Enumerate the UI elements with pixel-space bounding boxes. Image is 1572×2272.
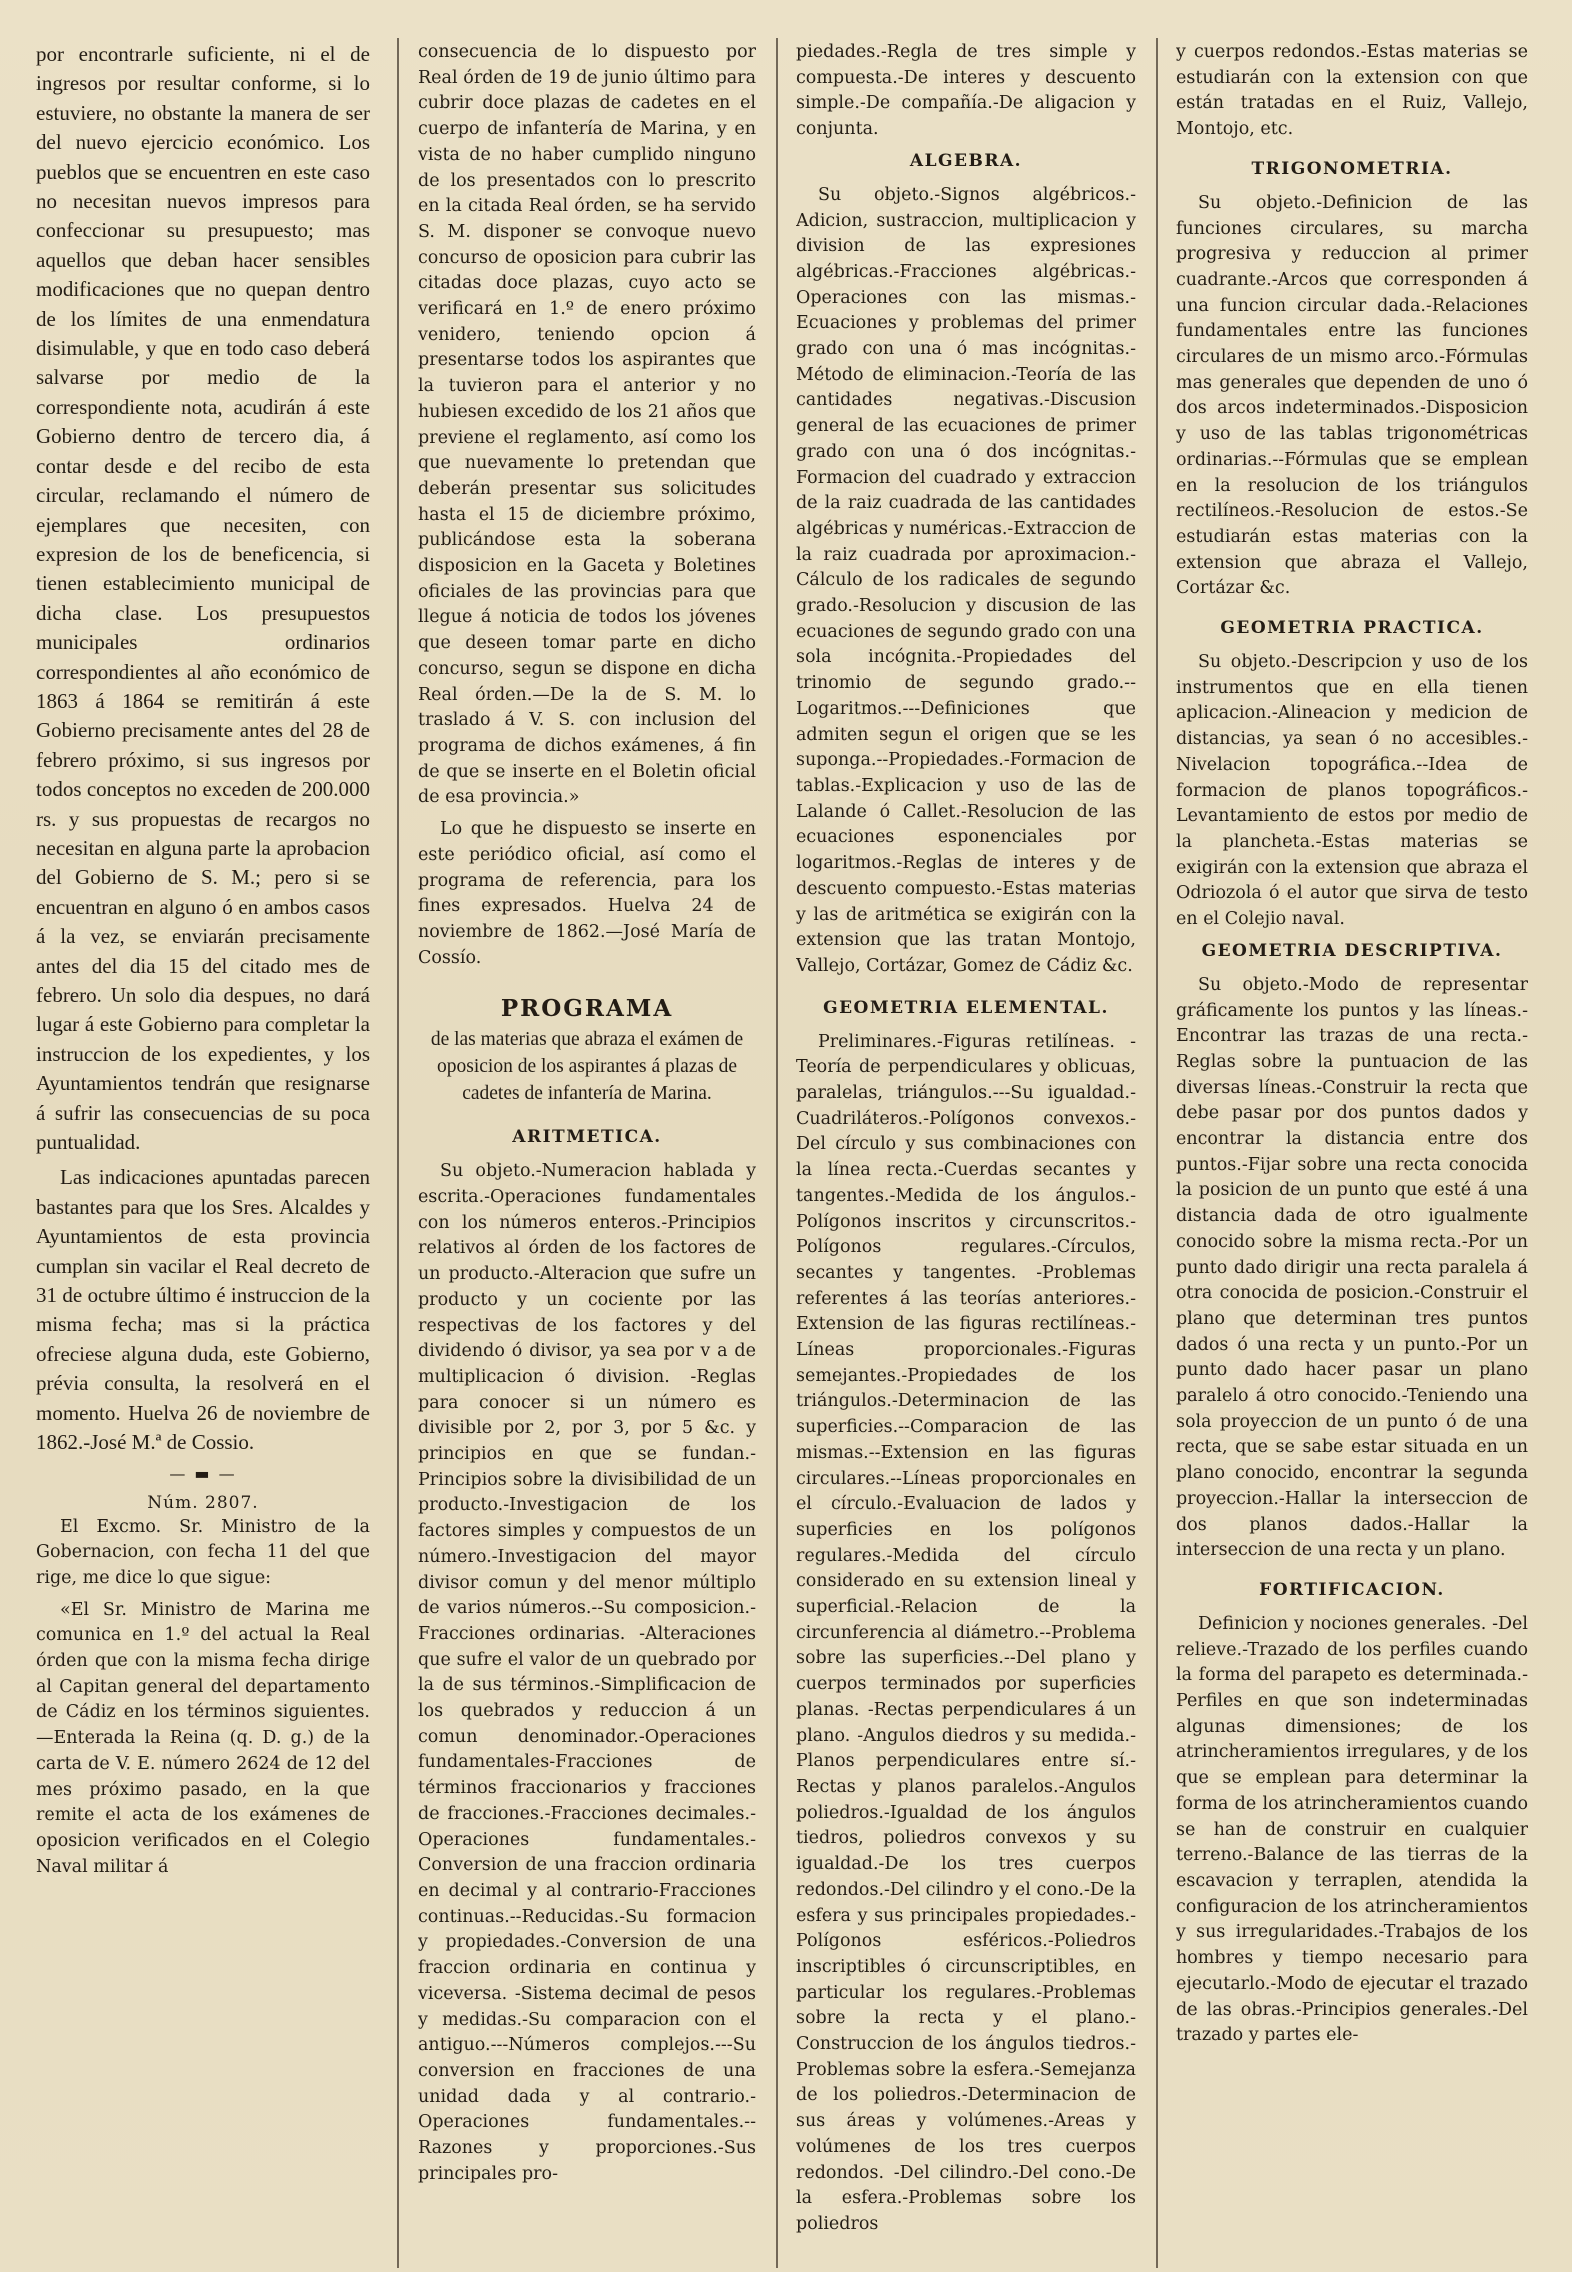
geometria-elemental-heading: GEOMETRIA ELEMENTAL. xyxy=(823,997,1109,1018)
fortificacion-text: Definicion y nociones generales. -Del relieve.-Trazado de los perfiles cuando la forma del parapeto es determinada.-Perfiles en que son indeterminadas algunas dimensiones; de los atrincheramientos irregulares, y de los que se emplean para determinar la forma de los atrincheramientos cuando se han de construir en cualquier terreno.-Balance de las tierras de la escavacion y terraplen, atendida la configuracion de los atrincheramientos y sus irregularidades.-Trabajos de los hombres y tiempo necesario para ejecutarlo.-Modo de ejecutar el trazado de las obras.-Principios generales.-Del trazado y partes ele- xyxy=(1176,1613,1528,2046)
column-2 xyxy=(418,40,756,2265)
geometria-practica-heading: GEOMETRIA PRACTICA. xyxy=(1220,618,1484,639)
column-rule xyxy=(397,38,399,2268)
geometria-practica-text: Su objeto.-Descripcion y uso de los instrumentos que en ella tienen aplicacion.-Alineacion y medicion de distancias, ya sean ó no accesibles.-Nivelacion topográfica.--Idea de formacion de planos topográficos.-Levantamiento de estos por medio de la plancheta.-Estas materias se exigirán con la extension que abraza el Odriozola ó el autor que sirva de testo en el Colejio naval. xyxy=(1176,652,1528,930)
circular-paragraph-2: Las indicaciones apuntadas parecen bastantes para que los Sres. Alcaldes y Ayuntamientos de esta provincia cumplan sin vacilar el Real decreto de 31 de octubre último é instruccion de la misma fecha; mas si la práctica ofreciese alguna duda, este Gobierno, prévia consulta, la resolverá en el momento. Huelva 26 de noviembre de 1862.-José M.ª de Cossio. xyxy=(36,1165,370,1455)
aritmetica-heading: ARITMETICA. xyxy=(512,1127,662,1148)
order-quote-continuation: consecuencia de lo dispuesto por Real órden de 19 de junio último para cubrir doce plazas de cadetes en el cuerpo de infantería de Marina, y en vista de no haber cumplido ninguno de los presentados con lo prescrito en la citada Real órden, se ha servido S. M. disponer se convoque nuevo concurso de oposicion para cubrir las citadas doce plazas, cuyo acto se verificará en 1.º de enero próximo venidero, teniendo opcion á presentarse todos los aspirantes que la tuvieron para el anterior y no hubiesen excedido de los 21 años que previene el reglamento, así como los que nuevamente lo pretendan que deberán presentar sus solicitudes hasta el 15 de diciembre próximo, publicándose esta la soberana disposicion en la Gaceta y Boletines oficiales de las provincias para que llegue á noticia de todos los jóvenes que deseen tomar parte en dicho concurso, segun se dispone en dicha Real órden.—De la de S. M. lo traslado á V. S. con inclusion del programa de dichos exámenes, á fin de que se inserte en el Boletin oficial de esa provincia.» xyxy=(418,42,756,808)
governor-note-paragraph: Lo que he dispuesto se inserte en este periódico oficial, así como el programa de referencia, para los fines expresados. Huelva 24 de noviembre de 1862.—José María de Cossío. xyxy=(418,819,756,968)
programa-subtitle: de las materias que abraza el exámen de oposicion de los aspirantes á plazas de cadetes de infantería de Marina. xyxy=(430,1029,744,1105)
trigonometria-heading: TRIGONOMETRIA. xyxy=(1251,158,1453,179)
geometria-descriptiva-heading: GEOMETRIA DESCRIPTIVA. xyxy=(1201,940,1503,961)
fortificacion-heading: FORTIFICACION. xyxy=(1259,1579,1445,1600)
column-rule xyxy=(776,38,778,2268)
algebra-heading: ALGEBRA. xyxy=(909,150,1023,171)
column-3 xyxy=(796,40,1136,2265)
aritmetica-continuation: piedades.-Regla de tres simple y compuesta.-De interes y descuento simple.-De compañía.-De aligacion y conjunta. xyxy=(796,42,1136,140)
programa-title: PROGRAMA xyxy=(500,995,674,1023)
column-1 xyxy=(36,40,370,2265)
document-number: Núm. 2807. xyxy=(147,1492,259,1513)
geometria-elemental-continuation: y cuerpos redondos.-Estas materias se estudiarán con la extension con que están tratadas en el Ruiz, Vallejo, Montojo, etc. xyxy=(1176,42,1528,140)
order-intro-paragraph: El Excmo. Sr. Ministro de la Gobernacion, con fecha 11 del que rige, me dice lo que sigue: xyxy=(36,1516,370,1588)
geometria-elemental-text: Preliminares.-Figuras retilíneas. -Teoría de perpendiculares y oblicuas, paralelas, triángulos.---Su igualdad.-Cuadriláteros.-Polígonos convexos.-Del círculo y sus combinaciones con la línea recta.-Cuerdas secantes y tangentes.-Medida de los ángulos.-Polígonos inscritos y circunscritos.-Polígonos regulares.-Círculos, secantes y tangentes. -Problemas referentes á las teorías anteriores.-Extension de las figuras rectilíneas.-Líneas proporcionales.-Figuras semejantes.-Propiedades de los triángulos.-Determinacion de las superficies.--Comparacion de las mismas.--Extension en las figuras circulares.--Líneas proporcionales en el círculo.-Evaluacion de lados y superficies en los polígonos regulares.-Medida del círculo considerado en su extension lineal y superficial.-Relacion de la circunferencia al diámetro.--Problema sobre las superficies.--Del plano y cuerpos terminados por superficies planas. -Rectas perpendiculares á un plano. -Angulos diedros y su medida.-Planos perpendiculares entre sí.-Rectas y planos paralelos.-Angulos poliedros.-Igualdad de los ángulos tiedros, poliedros convexos y su igualdad.-De los tres cuerpos redondos.-Del cilindro y el cono.-De la esfera y sus principales propiedades.-Polígonos esféricos.-Poliedros inscriptibles ó circunscriptibles, en particular los regulares.-Problemas sobre la recta y el plano.-Construccion de los ángulos tiedros.-Problemas sobre la esfera.-Semejanza de los poliedros.-Determinacion de sus áreas y volúmenes.-Areas y volúmenes de los tres cuerpos redondos. -Del cilindro.-Del cono.-De la esfera.-Problemas sobre los poliedros xyxy=(796,1031,1136,2234)
aritmetica-text: Su objeto.-Numeracion hablada y escrita.-Operaciones fundamentales con los números enteros.-Principios relativos al órden de los factores de un producto.-Alteracion que sufre un producto y un cociente por las respectivas de los factores y del dividendo ó divisor, ya sea por v a de multiplicacion ó division. -Reglas para conocer si un número es divisible por 2, por 3, por 5 &c. y principios en que se fundan.-Principios sobre la divisibilidad de un producto.-Investigacion de los factores simples y compuestos de un número.-Investigacion del mayor divisor comun y del menor múltiplo de varios números.--Su composicion.-Fracciones ordinarias. -Alteraciones que sufre el valor de un quebrado por la de sus términos.-Simplificacion de los quebrados y reduccion á un comun denominador.-Operaciones fundamentales-Fracciones de términos fraccionarios y fracciones de fracciones.-Fracciones decimales.-Operaciones fundamentales.-Conversion de una fraccion ordinaria en decimal y al contrario-Fracciones continuas.--Reducidas.-Su formacion y propiedades.-Conversion de una fraccion ordinaria en continua y viceversa. -Sistema decimal de pesos y medidas.-Su comparacion con el antiguo.---Números complejos.---Su conversion en fracciones de una unidad dada y al contrario.-Operaciones fundamentales.--Razones y proporciones.-Sus principales pro- xyxy=(418,1161,756,2184)
order-quote-paragraph: «El Sr. Ministro de Marina me comunica en 1.º del actual la Real órden que con la misma fecha dirige al Capitan general del departamento de Cádiz en los términos siguientes.—Enterada la Reina (q. D. g.) de la carta de V. E. número 2624 de 12 del mes próximo pasado, en la que remite el acta de los exámenes de oposicion verificados en el Colegio Naval militar á xyxy=(36,1599,370,1877)
circular-paragraph-1: por encontrarle suficiente, ni el de ingresos por resultar conforme, si lo estuviere, no obstante la manera de ser del nuevo ejercicio económico. Los pueblos que se encuentren en este caso no necesitan nuevos impresos para confeccionar su presupuesto; mas aquellos que deban hacer sensibles modificaciones que no quepan dentro de los límites de una enmendatura disimulable, y que en todo caso deberá salvarse por medio de la correspondiente nota, acudirán á este Gobierno dentro de tercero dia, á contar desde e del recibo de esta circular, reclamando el número de ejemplares que necesiten, con expresion de los de beneficencia, si tienen establecimiento municipal de dicha clase. Los presupuestos municipales ordinarios correspondientes al año económico de 1863 á 1864 se remitirán á este Gobierno precisamente antes del 28 de febrero próximo, si sus ingresos por todos conceptos no exceden de 200.000 rs. y sus propuestas de recargos no necesitan en alguna parte la aprobacion del Gobierno de S. M.; pero si se encuentran en alguno ó en ambos casos á la vez, se enviarán precisamente antes del dia 15 del citado mes de febrero. Un solo dia despues, no dará lugar á este Gobierno para completar la instruccion de los expedientes, y los Ayuntamientos tendrán que resignarse á sufrir las consecuencias de su poca puntualidad. xyxy=(36,42,370,1155)
geometria-descriptiva-text: Su objeto.-Modo de representar gráficamente los puntos y las líneas.-Encontrar las trazas de una recta.-Reglas sobre la puntuacion de las diversas líneas.-Construir la recta que debe pasar por dos puntos dados y encontrar la distancia entre dos puntos.-Fijar sobre una recta conocida la posicion de un punto que esté á una distancia dada de otro igualmente conocido sobre la misma recta.-Por un punto dado dirigir una recta paralela á otra conocida de posicion.-Construir el plano que determinan tres puntos dados ó una recta y un punto.-Por un punto dado hacer pasar un plano paralelo á otro conocido.-Teniendo una sola proyeccion de un punto ó de una recta, que se sabe estar situada en un plano conocido, encontrar la segunda proyeccion.-Hallar la interseccion de dos planos dados.-Hallar la interseccion de una recta y un plano. xyxy=(1176,974,1528,1561)
column-4 xyxy=(1176,40,1528,2265)
section-ornament: — ▬ — xyxy=(169,1463,237,1483)
trigonometria-text: Su objeto.-Definicion de las funciones circulares, su marcha progresiva y reduccion al primer cuadrante.-Arcos que corresponden á una funcion circular dada.-Relaciones fundamentales entre las funciones circulares de un mismo arco.-Fórmulas mas generales que dependen de uno ó dos arcos indeterminados.-Disposicion y uso de las tablas trigonométricas ordinarias.--Fórmulas que se emplean en la resolucion de los triángulos rectilíneos.-Resolucion de estos.-Se estudiarán estas materias con la extension que abraza el Vallejo, Cortázar &c. xyxy=(1176,192,1528,599)
column-rule xyxy=(1156,38,1158,2268)
algebra-text: Su objeto.-Signos algébricos.-Adicion, sustraccion, multiplicacion y division de las expresiones algébricas.-Fracciones algébricas.-Operaciones con las mismas.-Ecuaciones y problemas del primer grado con una ó mas incógnitas.-Método de eliminacion.-Teoría de las cantidades negativas.-Discusion general de las ecuaciones de primer grado con una ó dos incógnitas.-Formacion del cuadrado y extraccion de la raiz cuadrada de las cantidades algébricas y numéricas.-Extraccion de la raiz cuadrada por aproximacion.-Cálculo de los radicales de segundo grado.-Resolucion y discusion de las ecuaciones de segundo grado con una sola incógnita.-Propiedades del trinomio de segundo grado.--Logaritmos.---Definiciones que admiten segun el origen que se les suponga.--Propiedades.-Formacion de tablas.-Explicacion y uso de las de Lalande ó Callet.-Resolucion de las ecuaciones esponenciales por logaritmos.-Reglas de interes y de descuento compuesto.-Estas materias y las de aritmética se exigirán con la extension que las tratan Montojo, Vallejo, Cortázar, Gomez de Cádiz &c. xyxy=(796,184,1136,976)
